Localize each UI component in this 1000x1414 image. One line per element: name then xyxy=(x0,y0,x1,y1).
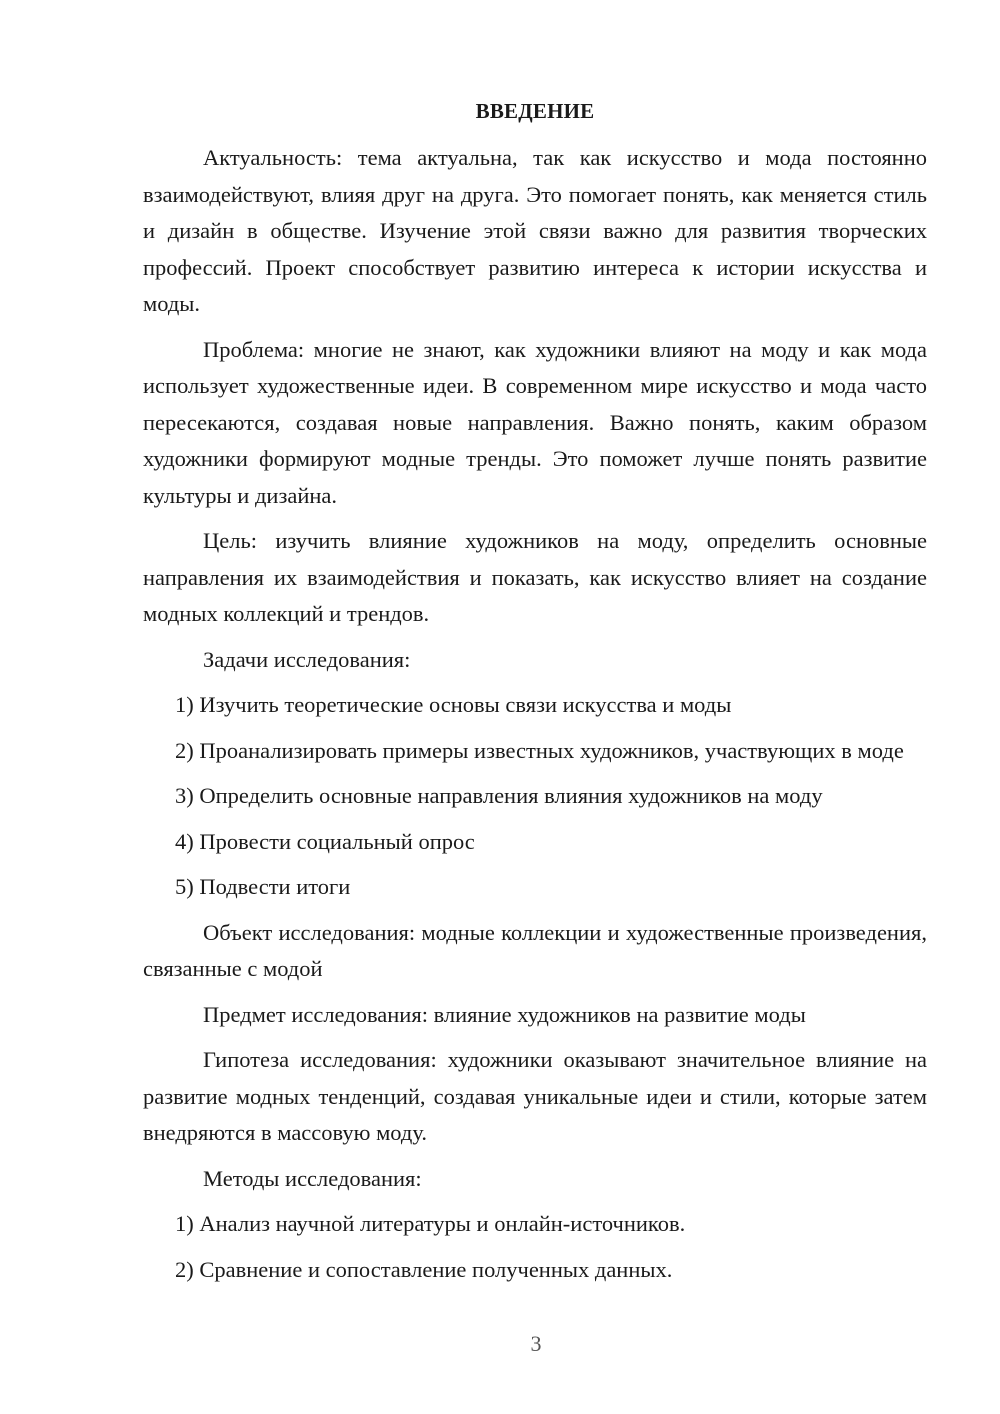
hypothesis-paragraph: Гипотеза исследования: художники оказывают значительное влияние на развитие модных тенденций, создавая уникальные идеи и стили, которые затем внедряются в массовую моду. xyxy=(143,1047,927,1145)
task-item: 5) Подвести итоги xyxy=(175,874,351,899)
goal-paragraph: Цель: изучить влияние художников на моду, определить основные направления их взаимодействия и показать, как искусство влияет на создание модных коллекций и трендов. xyxy=(143,528,927,626)
relevance-paragraph: Актуальность: тема актуальна, так как искусство и мода постоянно взаимодействуют, влияя друг на друга. Это помогает понять, как меняется стиль и дизайн в обществе. Изучение этой связи важно для развития творческих профессий. Проект способствует развитию интереса к истории искусства и моды. xyxy=(143,145,927,316)
object-paragraph: Объект исследования: модные коллекции и художественные произведения, связанные с модой xyxy=(143,919,927,981)
task-item: 1) Изучить теоретические основы связи искусства и моды xyxy=(175,692,732,717)
page-number: 3 xyxy=(530,1331,542,1356)
tasks-heading: Задачи исследования: xyxy=(203,646,411,672)
methods-heading: Методы исследования: xyxy=(203,1165,422,1191)
document-body xyxy=(143,93,927,1297)
task-item: 3) Определить основные направления влияния художников на моду xyxy=(175,783,823,808)
section-heading: ВВЕДЕНИЕ xyxy=(475,99,595,123)
subject-paragraph: Предмет исследования: влияние художников на развитие моды xyxy=(203,1001,806,1027)
method-item: 1) Анализ научной литературы и онлайн-источников. xyxy=(175,1211,686,1236)
task-item: 4) Провести социальный опрос xyxy=(175,828,475,854)
task-item: 2) Проанализировать примеры известных художников, участвующих в моде xyxy=(175,737,904,763)
method-item: 2) Сравнение и сопоставление полученных данных. xyxy=(175,1256,673,1282)
problem-paragraph: Проблема: многие не знают, как художники влияют на моду и как мода использует художественные идеи. В современном мире искусство и мода часто пересекаются, создавая новые направления. Важно понять, каким образом художники формируют модные тренды. Это поможет лучше понять развитие культуры и дизайна. xyxy=(143,336,927,508)
